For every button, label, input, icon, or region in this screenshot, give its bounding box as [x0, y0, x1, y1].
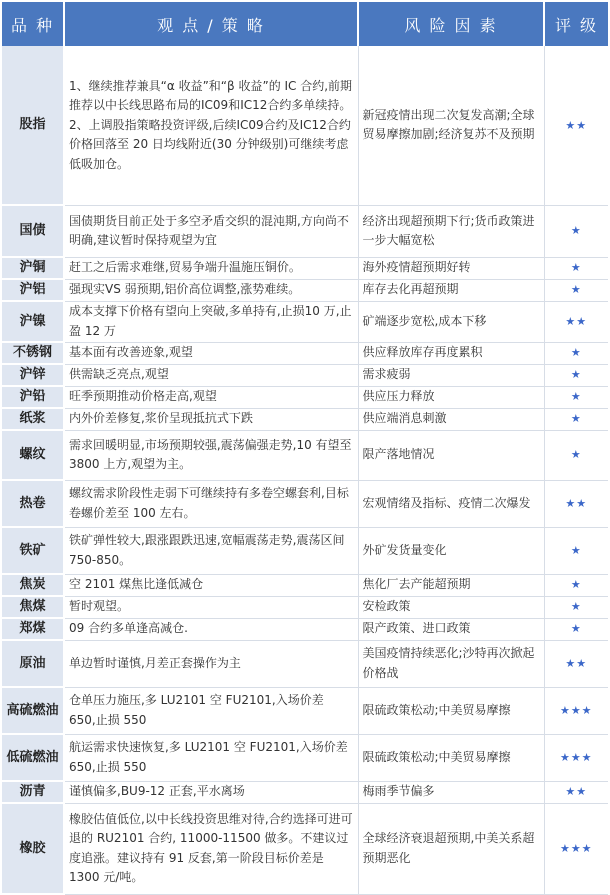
header-view-strategy: 观 点 / 策 略	[64, 2, 358, 46]
table-row	[2, 205, 608, 257]
rating-stars: ★	[544, 596, 608, 618]
table-row	[2, 46, 608, 205]
view-text: 需求回暖明显,市场预期较强,震荡偏强走势,10 有望至 3800 上方,观望为主。	[64, 430, 358, 480]
risk-text: 供应端消息刺激	[358, 408, 544, 430]
variety-name: 沪镍	[2, 301, 64, 342]
risk-text: 经济出现超预期下行;货币政策进一步大幅宽松	[358, 205, 544, 257]
table-row	[2, 342, 608, 364]
variety-name: 郑煤	[2, 618, 64, 640]
table-row	[2, 408, 608, 430]
view-text: 仓单压力施压,多 LU2101 空 FU2101,入场价差 650,止损 550	[64, 687, 358, 734]
rating-stars: ★	[544, 279, 608, 301]
view-text: 铁矿弹性较大,跟涨跟跌迅速,宽幅震荡走势,震荡区间 750-850。	[64, 527, 358, 574]
risk-text: 矿端逐步宽松,成本下移	[358, 301, 544, 342]
risk-text: 海外疫情超预期好转	[358, 257, 544, 279]
table-row	[2, 781, 608, 803]
risk-text: 梅雨季节偏多	[358, 781, 544, 803]
view-text: 旺季预期推动价格走高,观望	[64, 386, 358, 408]
table-row	[2, 596, 608, 618]
variety-name: 沥青	[2, 781, 64, 803]
variety-name: 热卷	[2, 480, 64, 527]
variety-name: 沪铅	[2, 386, 64, 408]
rating-stars: ★★	[544, 640, 608, 687]
variety-name: 纸浆	[2, 408, 64, 430]
view-text: 强现实VS 弱预期,铝价高位调整,涨势难续。	[64, 279, 358, 301]
header-risk-factors: 风 险 因 素	[358, 2, 544, 46]
strategy-table	[2, 2, 608, 895]
view-paragraph: 2、上调股指策略投资评级,后续IC09合约及IC12合约价格回落至 20 日均线附近(30 分钟级别)可继续考虑低吸加仓。	[69, 117, 351, 171]
rating-stars: ★★★	[544, 734, 608, 781]
rating-stars: ★	[544, 257, 608, 279]
table-row	[2, 618, 608, 640]
view-text: 空 2101 煤焦比逢低减仓	[64, 574, 358, 596]
variety-name: 螺纹	[2, 430, 64, 480]
variety-name: 沪锌	[2, 364, 64, 386]
rating-stars: ★★	[544, 781, 608, 803]
variety-name: 原油	[2, 640, 64, 687]
rating-stars: ★	[544, 574, 608, 596]
rating-stars: ★	[544, 205, 608, 257]
table-row	[2, 734, 608, 781]
risk-text: 全球经济衰退超预期,中美关系超预期恶化	[358, 803, 544, 894]
table-row	[2, 527, 608, 574]
rating-stars: ★	[544, 618, 608, 640]
view-text: 螺纹需求阶段性走弱下可继续持有多卷空螺套利,目标卷螺价差至 100 左右。	[64, 480, 358, 527]
risk-text: 需求疲弱	[358, 364, 544, 386]
table-header-row	[2, 2, 608, 46]
rating-stars: ★	[544, 527, 608, 574]
risk-text: 美国疫情持续恶化;沙特再次掀起价格战	[358, 640, 544, 687]
risk-text: 限产政策、进口政策	[358, 618, 544, 640]
table-row	[2, 364, 608, 386]
table-row	[2, 480, 608, 527]
view-text: 国债期货目前正处于多空矛盾交织的混沌期,方向尚不明确,建议暂时保持观望为宜	[64, 205, 358, 257]
risk-text: 宏观情绪及指标、疫情二次爆发	[358, 480, 544, 527]
header-rating: 评 级	[544, 2, 608, 46]
variety-name: 焦炭	[2, 574, 64, 596]
rating-stars: ★★★	[544, 687, 608, 734]
table-row	[2, 687, 608, 734]
variety-name: 铁矿	[2, 527, 64, 574]
view-paragraph: 1、继续推荐兼具“α 收益”和“β 收益”的 IC 合约,前期推荐以中长线思路布局的IC09和IC12合约多单续持。	[69, 78, 353, 112]
table-row	[2, 803, 608, 894]
rating-stars: ★★	[544, 480, 608, 527]
rating-stars: ★	[544, 342, 608, 364]
variety-name: 高硫燃油	[2, 687, 64, 734]
view-text: 谨慎偏多,BU9-12 正套,平水离场	[64, 781, 358, 803]
rating-stars: ★	[544, 430, 608, 480]
risk-text: 限产落地情况	[358, 430, 544, 480]
variety-name: 国债	[2, 205, 64, 257]
risk-text: 供应释放库存再度累积	[358, 342, 544, 364]
rating-stars: ★★	[544, 46, 608, 205]
table-row	[2, 640, 608, 687]
risk-text: 库存去化再超预期	[358, 279, 544, 301]
table-row	[2, 301, 608, 342]
variety-name: 沪铜	[2, 257, 64, 279]
view-text: 橡胶估值低位,以中长线投资思维对待,合约选择可进可退的 RU2101 合约, 11000-11500 做多。不建议过度追涨。建议持有 91 反套,第一阶段目标价差是 1300 元/吨。	[64, 803, 358, 894]
view-text	[64, 46, 358, 205]
table-row	[2, 386, 608, 408]
risk-text: 安检政策	[358, 596, 544, 618]
view-text: 供需缺乏亮点,观望	[64, 364, 358, 386]
table-row	[2, 574, 608, 596]
variety-name: 焦煤	[2, 596, 64, 618]
view-text: 基本面有改善迹象,观望	[64, 342, 358, 364]
rating-stars: ★	[544, 364, 608, 386]
risk-text: 供应压力释放	[358, 386, 544, 408]
rating-stars: ★	[544, 408, 608, 430]
rating-stars: ★	[544, 386, 608, 408]
variety-name: 沪铝	[2, 279, 64, 301]
view-text: 航运需求快速恢复,多 LU2101 空 FU2101,入场价差 650,止损 550	[64, 734, 358, 781]
view-text: 内外价差修复,浆价呈现抵抗式下跌	[64, 408, 358, 430]
view-text: 赶工之后需求难继,贸易争端升温施压铜价。	[64, 257, 358, 279]
variety-name: 不锈钢	[2, 342, 64, 364]
risk-text: 外矿发货量变化	[358, 527, 544, 574]
view-text: 成本支撑下价格有望向上突破,多单持有,止损10 万,止盈 12 万	[64, 301, 358, 342]
view-text: 单边暂时谨慎,月差正套操作为主	[64, 640, 358, 687]
risk-text: 新冠疫情出现二次复发高潮;全球贸易摩擦加剧;经济复苏不及预期	[358, 46, 544, 205]
variety-name: 股指	[2, 46, 64, 205]
risk-text: 焦化厂去产能超预期	[358, 574, 544, 596]
variety-name: 橡胶	[2, 803, 64, 894]
rating-stars: ★★★	[544, 803, 608, 894]
table-row	[2, 279, 608, 301]
risk-text: 限硫政策松动;中美贸易摩擦	[358, 687, 544, 734]
view-text: 09 合约多单逢高减仓.	[64, 618, 358, 640]
risk-text: 限硫政策松动;中美贸易摩擦	[358, 734, 544, 781]
rating-stars: ★★	[544, 301, 608, 342]
table-row	[2, 257, 608, 279]
header-variety: 品 种	[2, 2, 64, 46]
variety-name: 低硫燃油	[2, 734, 64, 781]
view-text: 暂时观望。	[64, 596, 358, 618]
table-row	[2, 430, 608, 480]
